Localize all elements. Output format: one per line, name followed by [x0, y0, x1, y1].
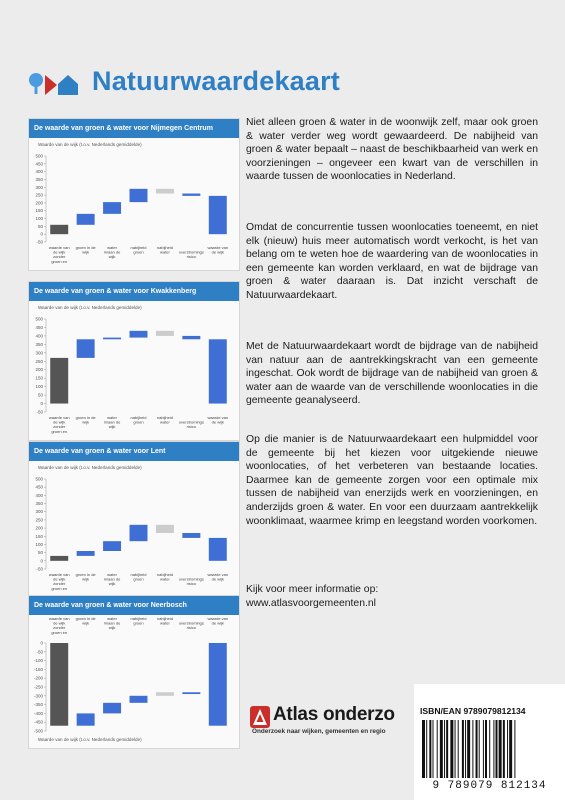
x-tick-label: waarde van de wijk	[207, 245, 229, 255]
y-tick-label: 50	[37, 223, 43, 229]
x-tick-label: nabijheid groen	[130, 245, 147, 255]
bar	[103, 202, 121, 214]
x-tick-label: nabijheid groen	[130, 616, 147, 626]
bar	[130, 696, 148, 703]
chart-panel	[28, 281, 240, 441]
y-tick-label: 500	[35, 476, 43, 482]
body-text	[246, 433, 538, 528]
y-tick-label: -200	[33, 675, 43, 681]
y-tick-label: 0	[40, 231, 43, 237]
atlas-logo-icon	[250, 706, 270, 728]
bar	[50, 358, 68, 404]
y-tick-label: 100	[35, 216, 43, 222]
body-text	[246, 221, 538, 303]
chart-title: De waarde van groen & water voor Neerbosch	[29, 596, 239, 615]
y-tick-label: 200	[35, 367, 43, 373]
x-tick-label: groen in de wijk	[75, 245, 96, 255]
paragraph: Omdat de concurrentie tussen woonlocaties toeneemt, en niet elk (nieuw) huis meer automatisch wordt verkocht, is het van belang om te weten hoe de waardering van de woonlocaties in een gemeente kan worden verklaard, en wat de bijdrage van groen & water daaraan is. Dat inzicht verschaft de Natuurwaardekaart.	[246, 222, 538, 301]
y-tick-label: 400	[35, 492, 43, 498]
bar	[209, 196, 227, 234]
x-tick-label: water in/aan de wijk	[103, 245, 121, 260]
bar	[156, 331, 174, 336]
chart-ylabel: Waarde van de wijk (t.o.v. Nederlands gemiddelde)	[38, 465, 142, 470]
bar	[50, 643, 68, 726]
y-tick-label: 100	[35, 384, 43, 390]
y-tick-label: 0	[40, 401, 43, 407]
x-tick-label: nabijheid groen	[130, 572, 147, 582]
chart-panel	[28, 595, 240, 749]
x-tick-label: water in/aan de wijk	[103, 616, 121, 631]
x-tick-label: nabijheid water	[156, 616, 173, 626]
y-tick-label: -500	[33, 728, 43, 734]
paragraph: Op die manier is de Natuurwaardekaart een hulpmiddel voor de gemeente bij het kiezen voor uitgekiende nieuwe woonlocaties, of het verbeteren van bestaande locaties. Daarmee kan de gemeente zorgen voor een optimale mix tussen de nabijheid van enerzijds werk en voorzieningen, en anderzijds groen & water. En voor een duurzaam aantrekkelijk woonklimaat, waarmee krimp en leegstand worden voorkomen.	[246, 434, 538, 527]
y-tick-label: 350	[35, 501, 43, 507]
more-info-label: Kijk voor meer informatie op:	[246, 584, 379, 595]
bar	[209, 643, 227, 726]
x-tick-label: nabijheid water	[156, 245, 173, 255]
bar	[103, 703, 121, 714]
chart-ylabel: Waarde van de wijk (t.o.v. Nederlands gemiddelde)	[38, 142, 142, 147]
y-tick-label: 0	[40, 640, 43, 646]
bar	[130, 189, 148, 202]
chart-title: De waarde van groen & water voor Lent	[29, 442, 239, 461]
chart-title: De waarde van groen & water voor Nijmegen Centrum	[29, 119, 239, 138]
bar-chart	[29, 473, 239, 597]
y-tick-label: 250	[35, 358, 43, 364]
bar	[130, 525, 148, 541]
y-tick-label: 100	[35, 541, 43, 547]
x-tick-label: waarde van de wijk	[207, 616, 229, 626]
publisher-name: Atlas onderzo	[273, 704, 395, 725]
x-tick-label: water in/aan de wijk	[103, 415, 121, 430]
x-tick-label: overstromings risico	[178, 249, 204, 260]
y-tick-label: 350	[35, 176, 43, 182]
y-tick-label: 50	[37, 550, 43, 556]
bar	[182, 194, 200, 196]
y-tick-label: 350	[35, 341, 43, 347]
chart-ylabel: Waarde van de wijk (t.o.v. Nederlands gemiddelde)	[38, 737, 142, 742]
page-title: Natuurwaardekaart	[92, 66, 340, 96]
y-tick-label: -50	[36, 409, 43, 415]
bar	[77, 551, 95, 556]
paragraph: Niet alleen groen & water in de woonwijk zelf, maar ook groen & water verder weg wordt gewaardeerd. De nabijheid van groen & water bepaalt – naast de beschikbaarheid van werk en voorzieningen – ongeveer een kwart van de verschillen in waarde tussen de woonlocaties in Nederland.	[246, 117, 538, 183]
y-tick-label: 250	[35, 192, 43, 198]
x-tick-label: waarde van de wijk zonder groen en	[48, 415, 70, 434]
bar	[50, 225, 68, 234]
y-tick-label: 50	[37, 392, 43, 398]
y-tick-label: 300	[35, 184, 43, 190]
isbn-label: ISBN/EAN 9789079812134	[420, 706, 526, 716]
x-tick-label: waarde van de wijk	[207, 415, 229, 425]
bar	[50, 556, 68, 561]
x-tick-label: nabijheid water	[156, 415, 173, 425]
bar-chart	[29, 150, 239, 270]
y-tick-label: -100	[33, 658, 43, 664]
x-tick-label: overstromings risico	[178, 576, 204, 587]
bar	[130, 331, 148, 338]
bar	[156, 525, 174, 533]
y-tick-label: -300	[33, 693, 43, 699]
x-tick-label: nabijheid groen	[130, 415, 147, 425]
y-tick-label: -50	[36, 649, 43, 655]
website-link[interactable]: www.atlasvoorgemeenten.nl	[246, 597, 376, 609]
isbn-number: 9 789079 812134	[432, 780, 547, 792]
y-tick-label: 300	[35, 509, 43, 515]
x-tick-label: waarde van de wijk zonder groen en	[48, 572, 70, 591]
x-tick-label: groen in de wijk	[75, 616, 96, 626]
y-tick-label: 200	[35, 525, 43, 531]
y-tick-label: 200	[35, 200, 43, 206]
chart-title: De waarde van groen & water voor Kwakkenberg	[29, 282, 239, 301]
bar	[182, 533, 200, 538]
y-tick-label: -450	[33, 719, 43, 725]
isbn-barcode-box	[414, 684, 565, 800]
bar	[77, 214, 95, 225]
y-tick-label: 400	[35, 169, 43, 175]
x-tick-label: waarde van de wijk zonder groen en	[48, 245, 70, 264]
y-tick-label: 250	[35, 517, 43, 523]
more-info	[246, 583, 538, 610]
y-tick-label: 150	[35, 533, 43, 539]
y-tick-label: 450	[35, 324, 43, 330]
y-tick-label: 400	[35, 333, 43, 339]
bar	[77, 339, 95, 358]
y-tick-label: 0	[40, 558, 43, 564]
x-tick-label: waarde van de wijk	[207, 572, 229, 582]
y-tick-label: -250	[33, 684, 43, 690]
chart-ylabel: Waarde van de wijk (t.o.v. Nederlands gemiddelde)	[38, 305, 142, 310]
barcode-icon	[420, 720, 558, 778]
bar	[182, 692, 200, 694]
x-tick-label: water in/aan de wijk	[103, 572, 121, 587]
x-tick-label: groen in de wijk	[75, 572, 96, 582]
bar	[209, 538, 227, 561]
x-tick-label: waarde van de wijk zonder groen en	[48, 616, 70, 635]
bar	[209, 339, 227, 403]
x-tick-label: overstromings risico	[178, 620, 204, 631]
y-tick-label: 150	[35, 208, 43, 214]
paragraph: Met de Natuurwaardekaart wordt de bijdrage van de nabijheid van natuur aan de aantrekkingskracht van een gemeente ingeschat. Ook wordt de bijdrage van de nabijheid van groen & water aan de waarde van de verschillende woonlocaties in die gemeente geanalyseerd.	[246, 341, 538, 407]
y-tick-label: 500	[35, 316, 43, 322]
y-tick-label: -350	[33, 702, 43, 708]
bar	[103, 541, 121, 551]
y-tick-label: 500	[35, 153, 43, 159]
y-tick-label: -50	[36, 566, 43, 572]
y-tick-label: -400	[33, 710, 43, 716]
bar	[156, 692, 174, 696]
body-text	[246, 116, 538, 184]
bar	[77, 713, 95, 725]
x-tick-label: groen in de wijk	[75, 415, 96, 425]
x-tick-label: nabijheid water	[156, 572, 173, 582]
bar	[182, 336, 200, 339]
brand-logo-icon	[28, 70, 86, 100]
bar	[156, 189, 174, 194]
publisher-tagline: Onderzoek naar wijken, gemeenten en regio	[252, 728, 386, 735]
bar-chart	[29, 313, 239, 440]
bar-chart	[29, 615, 239, 735]
chart-panel	[28, 118, 240, 271]
y-tick-label: 450	[35, 161, 43, 167]
body-text	[246, 340, 538, 408]
y-tick-label: -150	[33, 666, 43, 672]
chart-panel	[28, 441, 240, 598]
y-tick-label: -50	[36, 239, 43, 245]
bar	[103, 338, 121, 340]
y-tick-label: 300	[35, 350, 43, 356]
y-tick-label: 150	[35, 375, 43, 381]
y-tick-label: 450	[35, 484, 43, 490]
x-tick-label: overstromings risico	[178, 419, 204, 430]
